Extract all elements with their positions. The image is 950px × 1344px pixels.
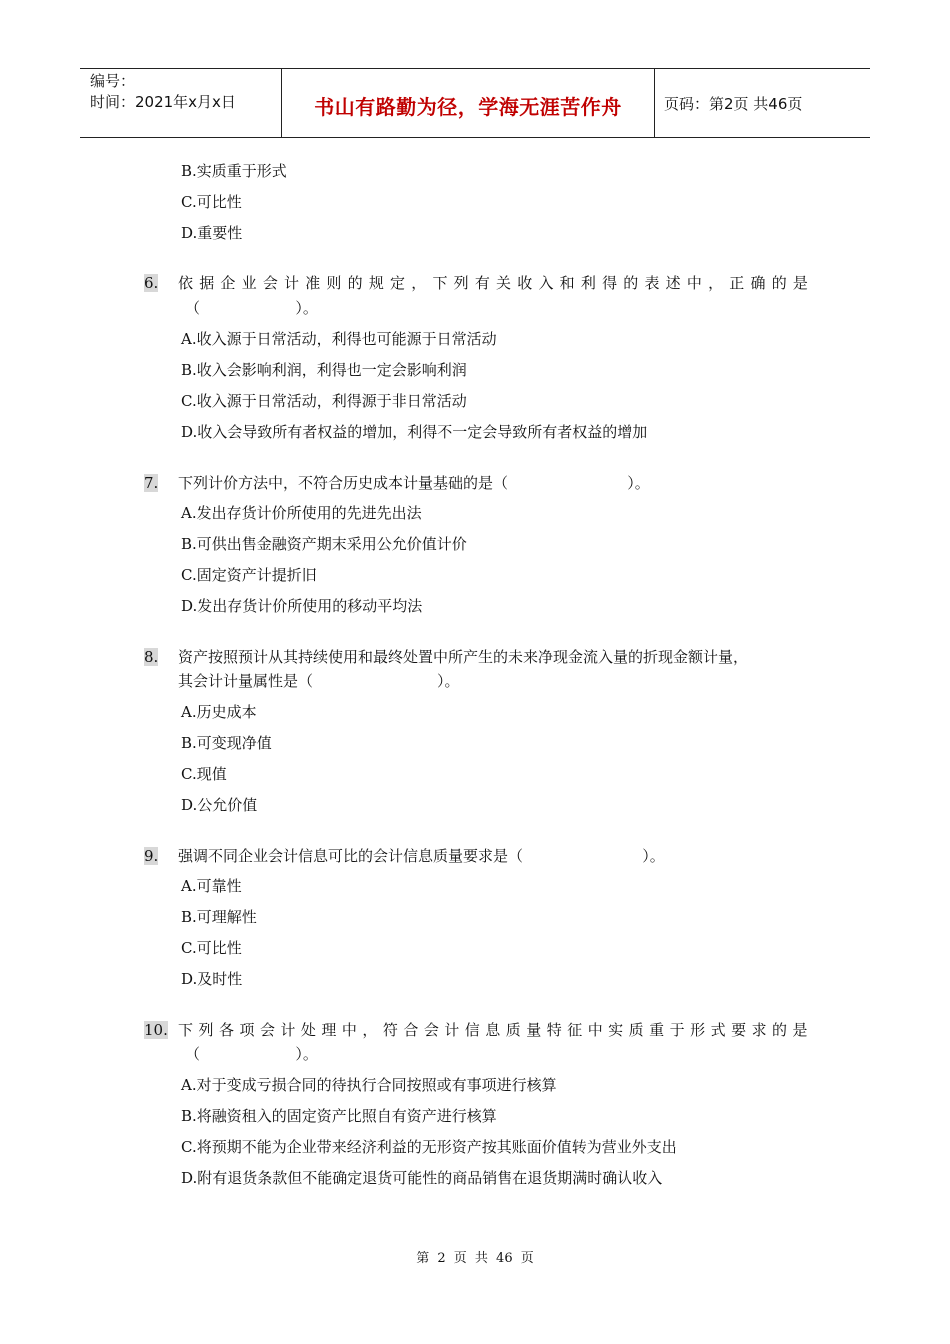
option-text: D.发出存货计价所使用的移动平均法 [181, 597, 423, 615]
header-divider [654, 69, 655, 137]
question-char: 是 [792, 1021, 808, 1039]
question-char: 列 [198, 1021, 214, 1039]
question-text [178, 273, 808, 293]
question-char: 利 [580, 274, 596, 292]
question-char: 收 [517, 274, 533, 292]
question-char: 式 [710, 1021, 726, 1039]
option-text: C.可比性 [181, 193, 242, 211]
header-motto: 书山有路勤为径，学海无涯苦作舟 [314, 95, 622, 119]
question-char: 计 [444, 1021, 460, 1039]
question-char: 征 [567, 1021, 583, 1039]
option-text: B.收入会影响利润，利得也一定会影响利润 [181, 361, 467, 379]
question-char: 的 [623, 274, 639, 292]
option-text: A.收入源于日常活动，利得也可能源于日常活动 [181, 330, 497, 348]
question-char: 会 [423, 1021, 439, 1039]
question-char: 合 [403, 1021, 419, 1039]
question-number: 9. [144, 847, 159, 865]
question-char: 信 [464, 1021, 480, 1039]
question-char: 形 [690, 1021, 706, 1039]
question-char: 会 [259, 1021, 275, 1039]
question-char: 符 [382, 1021, 398, 1039]
question-char: 企 [220, 274, 236, 292]
question-char: ， [708, 274, 724, 292]
question-char: 计 [280, 1021, 296, 1039]
question-char: 特 [546, 1021, 562, 1039]
question-char: 入 [538, 274, 554, 292]
question-char: 求 [751, 1021, 767, 1039]
question-number: 8. [144, 648, 159, 666]
question-char: 列 [453, 274, 469, 292]
time-label: 时间：2021年x月x日 [90, 93, 236, 111]
question-char: 正 [729, 274, 745, 292]
question-char: 据 [199, 274, 215, 292]
question-number: 10. [144, 1021, 168, 1039]
option-text: C.收入源于日常活动，利得源于非日常活动 [181, 392, 467, 410]
answer-blank: （ ）。 [185, 299, 318, 317]
option-text: C.现值 [181, 765, 227, 783]
question-char: 则 [326, 274, 342, 292]
question-char: 表 [644, 274, 660, 292]
question-char: 是 [792, 274, 808, 292]
question-number: 7. [144, 474, 159, 492]
page-header [80, 68, 870, 138]
option-text: D.收入会导致所有者权益的增加，利得不一定会导致所有者权益的增加 [181, 423, 648, 441]
question-char: 的 [772, 1021, 788, 1039]
question-text: 资产按照预计从其持续使用和最终处置中所产生的未来净现金流入量的折现金额计量， [178, 648, 749, 666]
question-char: 得 [602, 274, 618, 292]
option-text: B.可供出售金融资产期末采用公允价值计价 [181, 535, 467, 553]
question-char: 计 [284, 274, 300, 292]
question-char: 下 [178, 1021, 194, 1039]
question-char: 要 [731, 1021, 747, 1039]
question-char: 有 [474, 274, 490, 292]
question-char: 息 [485, 1021, 501, 1039]
page-footer: 第 2 页 共 46 页 [416, 1251, 534, 1266]
serial-label: 编号： [90, 72, 136, 90]
option-text: C.可比性 [181, 939, 242, 957]
question-text: 强调不同企业会计信息可比的会计信息质量要求是（ ）。 [178, 847, 665, 865]
question-char: 准 [305, 274, 321, 292]
option-text: B.可理解性 [181, 908, 257, 926]
question-char: 和 [559, 274, 575, 292]
question-char: 定 [390, 274, 406, 292]
option-text: C.固定资产计提折旧 [181, 566, 317, 584]
question-char: 关 [496, 274, 512, 292]
option-text: B.可变现净值 [181, 734, 272, 752]
question-text: 下列计价方法中，不符合历史成本计量基础的是（ ）。 [178, 474, 650, 492]
question-char: 量 [526, 1021, 542, 1039]
question-char: 下 [432, 274, 448, 292]
option-text: D.公允价值 [181, 796, 258, 814]
question-char: 中 [686, 274, 702, 292]
question-number: 6. [144, 274, 159, 292]
question-text: 其会计计量属性是（ ）。 [178, 672, 460, 690]
question-char: 中 [341, 1021, 357, 1039]
header-page-info: 页码：第2页 共46页 [664, 95, 803, 113]
question-char: 述 [665, 274, 681, 292]
option-text: A.对于变成亏损合同的待执行合同按照或有事项进行核算 [181, 1076, 557, 1094]
question-char: 各 [218, 1021, 234, 1039]
question-char: ， [362, 1021, 378, 1039]
question-char: 理 [321, 1021, 337, 1039]
option-text: D.附有退货条款但不能确定退货可能性的商品销售在退货期满时确认收入 [181, 1169, 663, 1187]
question-char: 业 [241, 274, 257, 292]
question-char: 依 [178, 274, 194, 292]
option-text: C.将预期不能为企业带来经济利益的无形资产按其账面价值转为营业外支出 [181, 1138, 677, 1156]
question-char: 的 [347, 274, 363, 292]
question-char: 规 [368, 274, 384, 292]
question-char: 质 [628, 1021, 644, 1039]
option-text: A.历史成本 [181, 703, 257, 721]
question-char: 处 [300, 1021, 316, 1039]
question-char: ， [411, 274, 427, 292]
question-text [178, 1020, 808, 1040]
question-char: 中 [587, 1021, 603, 1039]
question-char: 质 [505, 1021, 521, 1039]
header-meta [90, 71, 236, 113]
question-char: 于 [669, 1021, 685, 1039]
question-char: 的 [771, 274, 787, 292]
question-char: 重 [649, 1021, 665, 1039]
option-text: D.重要性 [181, 224, 243, 242]
option-text: A.可靠性 [181, 877, 242, 895]
option-text: B.实质重于形式 [181, 162, 287, 180]
question-char: 会 [262, 274, 278, 292]
option-text: A.发出存货计价所使用的先进先出法 [181, 504, 422, 522]
answer-blank: （ ）。 [185, 1045, 318, 1063]
question-char: 确 [750, 274, 766, 292]
option-text: D.及时性 [181, 970, 243, 988]
question-char: 项 [239, 1021, 255, 1039]
option-text: B.将融资租入的固定资产比照自有资产进行核算 [181, 1107, 497, 1125]
question-char: 实 [608, 1021, 624, 1039]
